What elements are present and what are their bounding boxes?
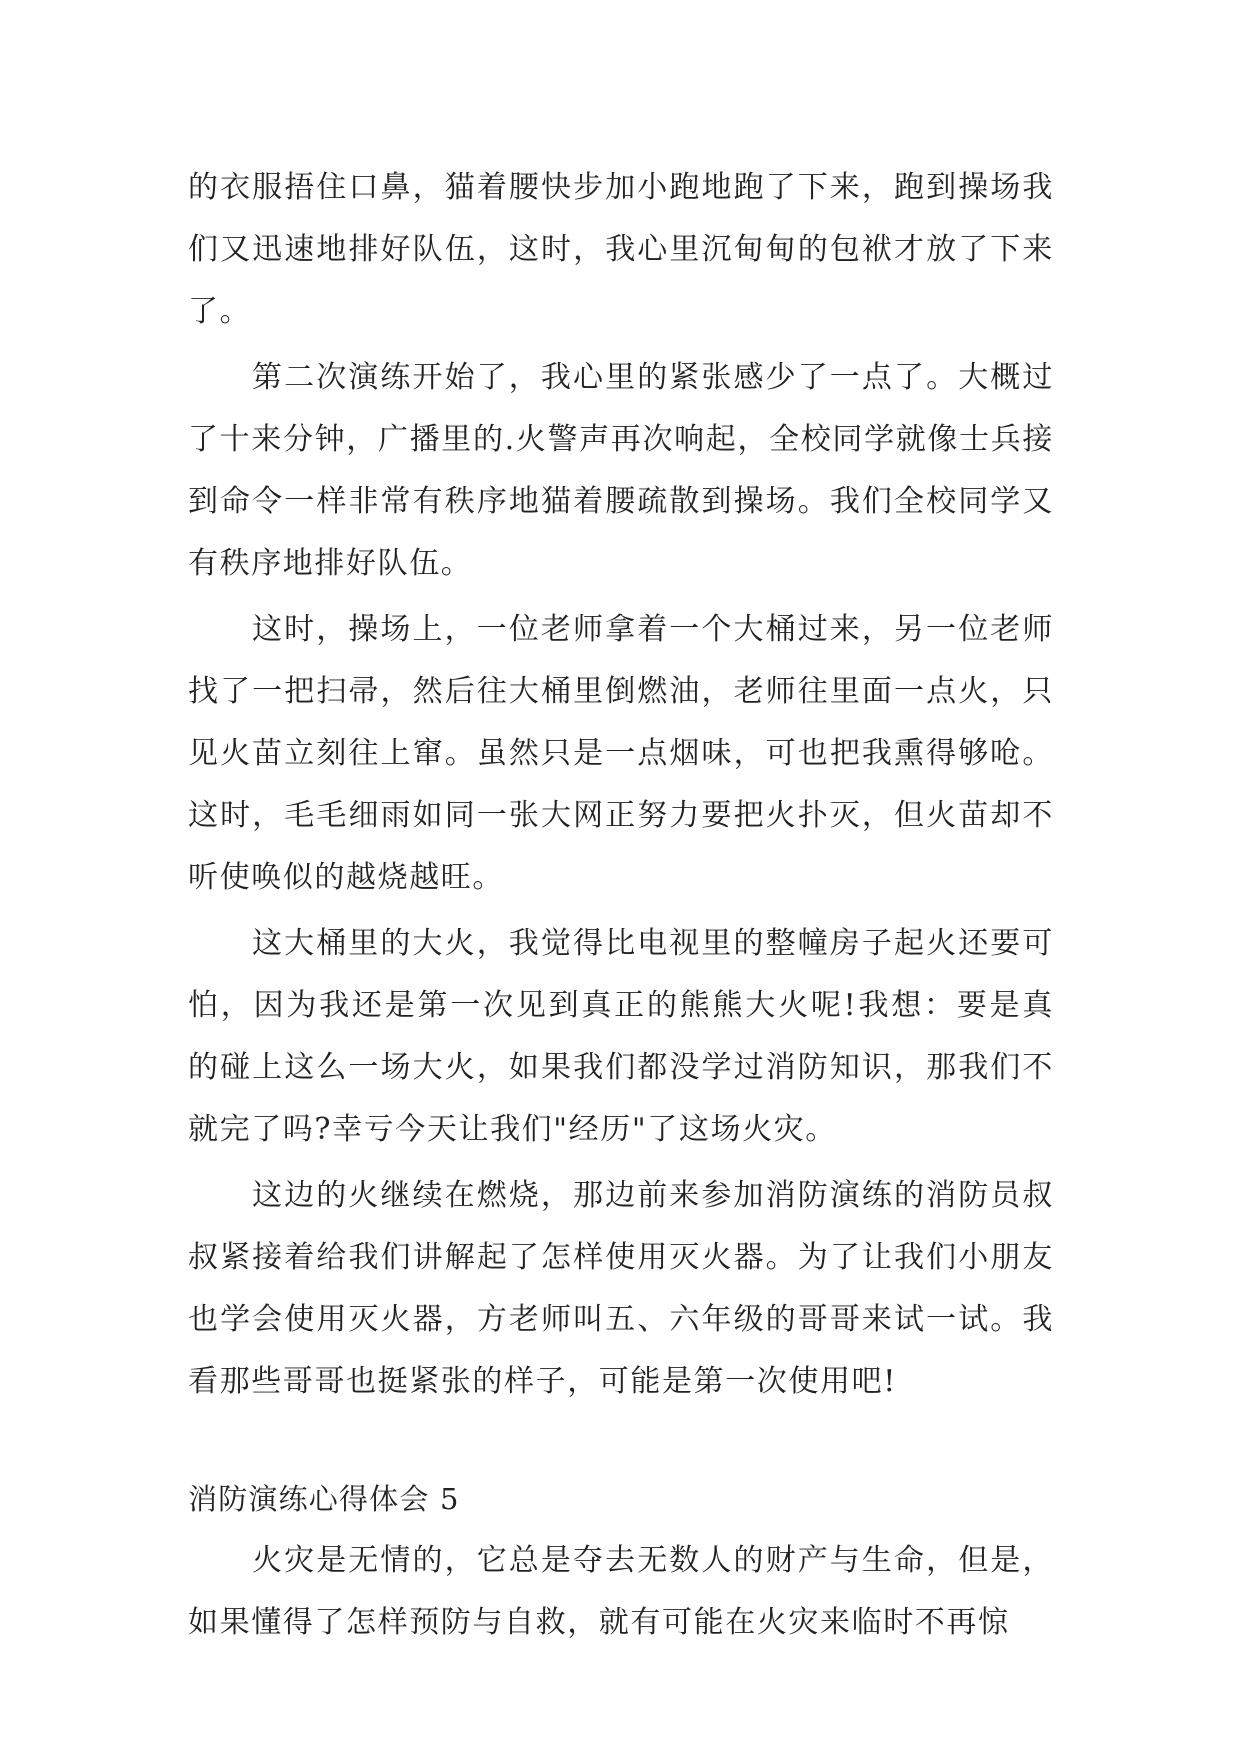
paragraph-second-drill: 第二次演练开始了，我心里的紧张感少了一点了。大概过了十来分钟，广播里的.火警声再次响起，全校同学就像士兵接到命令一样非常有秩序地猫着腰疏散到操场。我们全校同学又有秩序地排好队伍。 [188,360,1054,581]
paragraph-fire-bucket: 这时，操场上，一位老师拿着一个大桶过来，另一位老师找了一把扫帚，然后往大桶里倒燃油，老师往里面一点火，只见火苗立刻往上窜。虽然只是一点烟味，可也把我熏得够呛。这时，毛毛细雨如同一张大网正努力要把火扑灭，但火苗却不听使唤似的越烧越旺。 [188,612,1054,895]
paragraph-continuation: 的衣服捂住口鼻，猫着腰快步加小跑地跑了下来，跑到操场我们又迅速地排好队伍，这时，我心里沉甸甸的包袱才放了下来了。 [188,170,1054,329]
section-heading: 消防演练心得体会 5 [188,1482,460,1516]
paragraph-big-fire: 这大桶里的大火，我觉得比电视里的整幢房子起火还要可怕，因为我还是第一次见到真正的熊熊大火呢!我想：要是真的碰上这么一场大火，如果我们都没学过消防知识，那我们不就完了吗?幸亏今天让我们"经历"了这场火灾。 [188,926,1054,1147]
paragraph-section-intro: 火灾是无情的，它总是夺去无数人的财产与生命，但是，如果懂得了怎样预防与自救，就有可能在火灾来临时不再惊 [188,1543,1054,1640]
paragraph-extinguisher: 这边的火继续在燃烧，那边前来参加消防演练的消防员叔叔紧接着给我们讲解起了怎样使用灭火器。为了让我们小朋友也学会使用灭火器，方老师叫五、六年级的哥哥来试一试。我看那些哥哥也挺紧张的样子，可能是第一次使用吧! [188,1178,1054,1399]
document-body [188,157,1054,1658]
